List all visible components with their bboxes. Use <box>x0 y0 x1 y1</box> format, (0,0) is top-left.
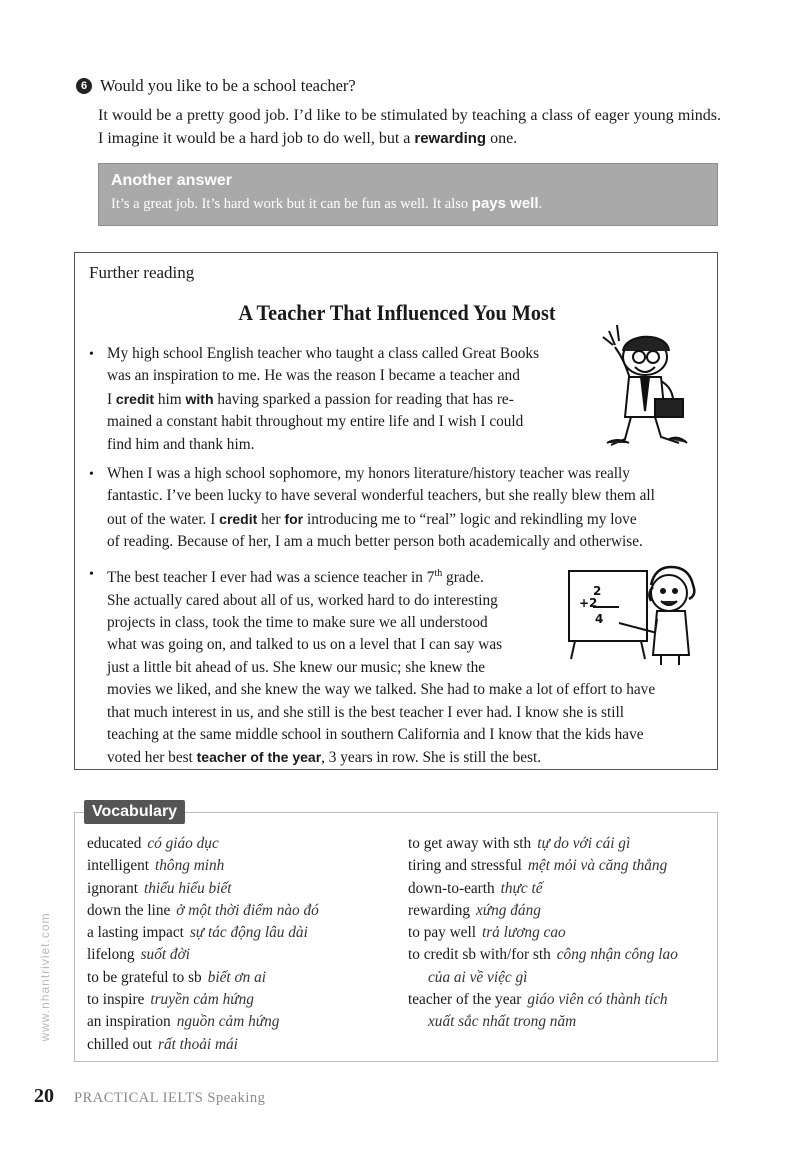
p2-part: out of the water. I <box>107 510 220 528</box>
vocab-column-right <box>408 833 713 1034</box>
vocab-meaning: biết ơn ai <box>207 968 267 986</box>
vocab-term: educated <box>87 835 142 852</box>
vocab-term: rewarding <box>408 901 471 919</box>
paragraph-1 <box>107 343 577 456</box>
p3-line <box>107 563 553 590</box>
p1-part: him <box>154 390 186 408</box>
another-answer-title: Another answer <box>111 172 232 189</box>
p2-line: fantastic. I’ve been lucky to have several wonderful teachers, but she really blew them all <box>107 487 655 505</box>
vocab-term: chilled out <box>87 1035 152 1053</box>
another-answer-box <box>98 163 718 226</box>
vocab-item <box>87 878 402 900</box>
bullet: • <box>89 467 94 482</box>
watermark-text: www.nhantriviet.com <box>38 912 52 1042</box>
vocab-item <box>408 855 713 877</box>
board-number: 2 <box>593 584 602 598</box>
vocab-meaning: rất thoải mái <box>158 1035 238 1053</box>
p1-line: mained a constant habit throughout my entire life and I wish I could <box>107 413 524 431</box>
further-reading-title: A Teacher That Influenced You Most <box>238 300 556 325</box>
watermark <box>32 900 52 1060</box>
keyword-teacher-of-the-year: teacher of the year <box>196 749 322 766</box>
p3-line <box>107 746 705 769</box>
question-answer <box>98 104 721 150</box>
vocab-term: to be grateful to sb <box>87 968 202 986</box>
vocab-item <box>87 1034 402 1056</box>
vocab-item <box>408 833 713 855</box>
vocab-item <box>408 922 713 944</box>
vocab-term: an inspiration <box>87 1013 171 1031</box>
question-number: 6 <box>76 78 92 94</box>
vocab-meaning: thông minh <box>155 857 225 875</box>
vocab-item <box>87 944 402 966</box>
answer-text-end: one. <box>486 130 518 147</box>
vocab-term: intelligent <box>87 857 150 875</box>
another-answer-part: It’s a great job. It’s hard work but it can be fun as well. It also <box>111 196 472 212</box>
vocab-item <box>87 855 402 877</box>
vocab-term: to inspire <box>87 991 145 1009</box>
vocab-meaning: có giáo dục <box>147 835 219 852</box>
vocab-meaning-cont: của ai về việc gì <box>428 968 528 986</box>
vocab-term: a lasting impact <box>87 924 184 942</box>
answer-keyword: rewarding <box>414 130 487 147</box>
vocab-item <box>87 833 402 855</box>
p1-line: My high school English teacher who taught a class called Great Books <box>107 345 540 362</box>
answer-text: It would be a pretty good job. I’d like to be stimulated by teaching a class of eager young minds. I imagine it would be a hard job to do well, but a <box>98 107 721 147</box>
vocab-item <box>87 922 402 944</box>
vocab-item <box>408 878 713 900</box>
question-block <box>76 76 721 150</box>
bullet: • <box>89 567 94 582</box>
vocab-meaning-cont: xuất sắc nhất trong năm <box>428 1013 577 1031</box>
p1-part: I <box>107 390 116 408</box>
question-text: Would you like to be a school teacher? <box>100 76 356 95</box>
p2-line: of reading. Because of her, I am a much better person both academically and otherwise. <box>107 533 643 551</box>
vocab-meaning: nguồn cảm hứng <box>176 1013 280 1031</box>
p2-line: When I was a high school sophomore, my honors literature/history teacher was really <box>107 465 630 482</box>
vocab-meaning-continued <box>408 1011 713 1033</box>
book-title: PRACTICAL IELTS Speaking <box>74 1090 266 1106</box>
vocab-meaning: trả lương cao <box>481 924 566 942</box>
vocab-term: to credit sb with/for sth <box>408 946 551 964</box>
vocab-column-left <box>87 833 402 1056</box>
p3-superscript: th <box>434 568 443 579</box>
keyword-credit: credit <box>219 510 258 527</box>
vocab-meaning: thiếu hiểu biết <box>143 879 232 897</box>
p1-part: having sparked a passion for reading that has re- <box>213 390 514 408</box>
p2-part: her <box>257 510 285 528</box>
p3-line: just a little bit ahead of us. She knew our music; she knew the <box>107 658 486 676</box>
another-answer-part-end: . <box>538 196 543 212</box>
p1-line: was an inspiration to me. He was the reason I became a teacher and <box>107 367 520 385</box>
vocab-meaning: mệt mỏi và căng thẳng <box>527 857 668 875</box>
bullet: • <box>89 347 94 362</box>
p3-line: projects in class, took the time to make sure we all understood <box>107 613 488 631</box>
vocab-meaning: ở một thời điểm nào đó <box>176 901 319 919</box>
p3-part: grade. <box>442 569 484 587</box>
blackboard-teacher-icon <box>565 563 705 668</box>
paragraph-2 <box>107 463 705 554</box>
vocab-term: ignorant <box>87 879 138 897</box>
p3-part: The best teacher I ever had was a science teacher in 7 <box>107 569 435 587</box>
p3-line: movies we liked, and she knew the way we talked. She had to make a lot of effort to have <box>107 681 656 699</box>
further-reading-label: Further reading <box>89 263 195 282</box>
keyword-for: for <box>284 510 304 527</box>
p3-part: voted her best <box>107 749 197 767</box>
vocab-item <box>87 989 402 1011</box>
vocab-meaning: xứng đáng <box>476 901 541 919</box>
vocab-meaning: truyền cảm hứng <box>150 991 254 1009</box>
vocab-term: teacher of the year <box>408 991 522 1009</box>
vocab-meaning: sự tác động lâu dài <box>189 924 308 942</box>
vocab-term: tiring and stressful <box>408 857 522 875</box>
board-number: +2 <box>579 596 598 610</box>
vocab-term: to get away with sth <box>408 835 532 852</box>
board-number: 4 <box>595 612 604 626</box>
vocab-item <box>408 989 713 1011</box>
p3-line: teaching at the same middle school in southern California and I know that the kids have <box>107 725 644 743</box>
p3-line: that much interest in us, and she still is the best teacher I ever had. I know she is still <box>107 703 625 721</box>
another-answer-text <box>111 195 705 213</box>
p2-line <box>107 508 705 531</box>
vocab-term: down-to-earth <box>408 879 495 897</box>
vocab-term: down the line <box>87 901 171 919</box>
p1-line <box>107 388 577 411</box>
vocabulary-label: Vocabulary <box>84 800 185 824</box>
teacher-cartoon-icon <box>595 321 695 453</box>
vocab-term: to pay well <box>408 924 476 942</box>
p3-part: , 3 years in row. She is still the best. <box>321 749 542 767</box>
keyword-with: with <box>185 390 214 407</box>
vocab-meaning-continued <box>408 967 713 989</box>
vocab-meaning: suốt đời <box>140 946 190 964</box>
keyword-credit: credit <box>115 390 155 407</box>
vocab-item <box>87 967 402 989</box>
another-answer-keyword: pays well <box>471 195 539 212</box>
vocab-meaning: thực tế <box>500 879 543 897</box>
p1-line: find him and thank him. <box>107 435 255 453</box>
vocab-meaning: giáo viên có thành tích <box>527 991 668 1009</box>
vocab-meaning: công nhận công lao <box>556 946 678 964</box>
further-reading-box <box>74 252 718 770</box>
vocab-term: lifelong <box>87 946 135 964</box>
p2-part: introducing me to “real” logic and rekindling my love <box>303 510 637 528</box>
vocab-item <box>87 1011 402 1033</box>
vocab-item <box>87 900 402 922</box>
vocab-item <box>408 900 713 922</box>
p3-line: what was going on, and talked to us on a level that I can say was <box>107 636 503 654</box>
page-number: 20 <box>34 1085 54 1107</box>
p3-line: She actually cared about all of us, worked hard to do interesting <box>107 591 498 609</box>
vocab-meaning: tự do với cái gì <box>537 835 631 852</box>
vocab-item <box>408 944 713 966</box>
question-heading <box>76 76 721 96</box>
